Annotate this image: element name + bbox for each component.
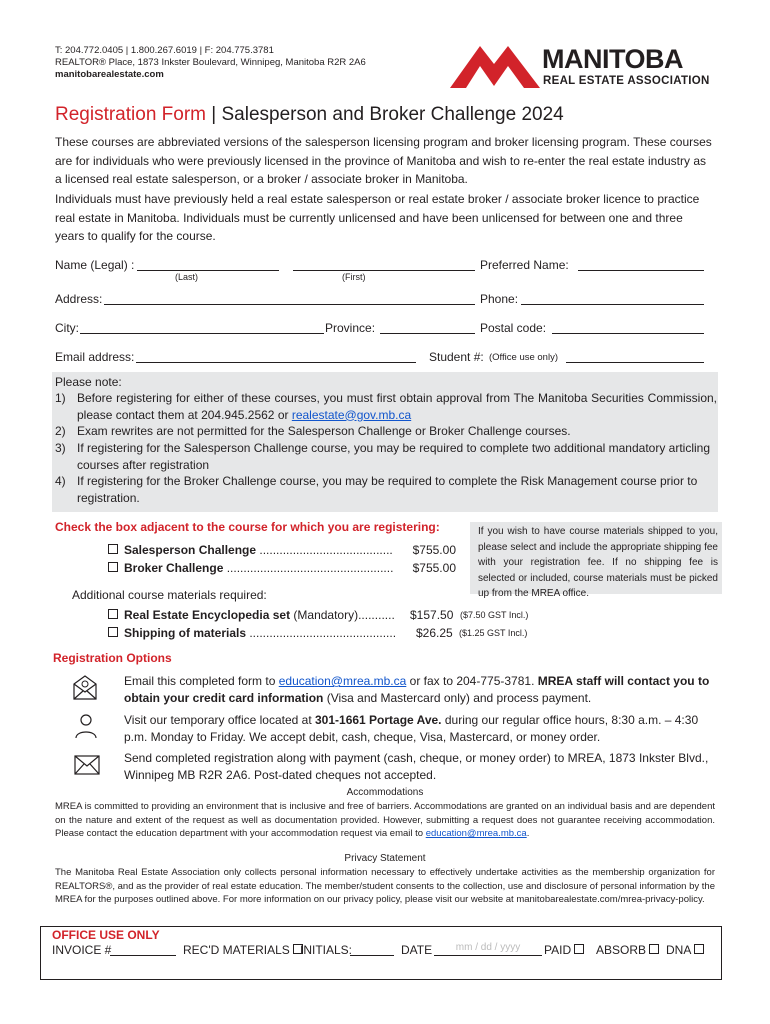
intro-paragraph-2: Individuals must have previously held a real estate salesperson or real estate broker / associate broker licence to practice real estate in Manitoba. Individuals must be currently unlicensed and have been unlicensed for between one and three years to qualify for the course.	[55, 192, 700, 243]
salesperson-price: $755.00	[412, 543, 456, 557]
shipping-price: $26.25	[416, 626, 453, 640]
securities-email-link[interactable]: realestate@gov.mb.ca	[291, 407, 412, 422]
website-link[interactable]: manitobarealestate.com	[55, 69, 164, 80]
dna-checkbox	[694, 944, 704, 954]
shipping-checkbox[interactable]	[108, 627, 118, 637]
phone-field[interactable]	[521, 304, 704, 305]
name-label: Name (Legal) :	[55, 258, 135, 272]
logo-sub: REAL ESTATE ASSOCIATION	[543, 75, 710, 87]
invoice-label: INVOICE #	[52, 943, 112, 957]
student-number-field	[566, 362, 704, 363]
courses-heading: Check the box adjacent to the course for which you are registering:	[55, 520, 440, 534]
note-heading: Please note:	[55, 375, 122, 389]
note-item-2: 2) Exam rewrites are not permitted for the Salesperson Challenge or Broker Challenge courses.	[55, 424, 571, 438]
mail-option-text: Send completed registration along with payment (cash, cheque, or money order) to MREA, 1873 Inkster Blvd., Winnipeg MB R2R 2A6. Post-dated cheques not accepted.	[124, 751, 709, 782]
logo-roof-icon	[450, 42, 540, 92]
absorb-checkbox	[649, 944, 659, 954]
note-item-3: 3) If registering for the Salesperson Challenge course, you may be required to complete two additional mandatory articling courses after registration	[55, 441, 711, 472]
phone-label: Phone:	[480, 292, 519, 306]
shipping-gst: ($1.25 GST Incl.)	[459, 628, 528, 638]
city-field[interactable]	[80, 333, 324, 334]
course-broker[interactable]: Broker Challenge .................................................. $755.00	[108, 561, 456, 575]
office-use-title: OFFICE USE ONLY	[52, 928, 160, 942]
student-number-hint: (Office use only)	[489, 352, 558, 363]
accommodations-text: MREA is committed to providing an environment that is inclusive and free of barriers. Accommodations are granted on an individual basis and are dependent on the nature and extent of the request as well as documentation provided. However, submitting a request does not guarantee receiving accommodation. Please contact the education department with your accommodation request via email to education@mrea.mb.ca.	[55, 801, 715, 839]
last-name-hint: (Last)	[175, 272, 199, 282]
page-title: Registration Form | Salesperson and Broker Challenge 2024	[55, 104, 564, 125]
province-field[interactable]	[380, 333, 475, 334]
salesperson-checkbox[interactable]	[108, 544, 118, 554]
date-label: DATE	[401, 943, 433, 957]
student-number-label: Student #:	[429, 350, 484, 364]
privacy-text: The Manitoba Real Estate Association only collects personal information necessary to effectively undertake activities as the membership organization for REALTORS®, and as the provider of real estate education. The member/student consents to the collection, use and disclosure of personal information by the MREA for the purposes outlined above. For more information on our privacy policy, please visit our website at manitobarealestate.com/mrea-privacy-policy.	[55, 867, 715, 905]
address-label: Address:	[55, 292, 103, 306]
first-name-field[interactable]	[293, 270, 475, 271]
course-salesperson[interactable]: Salesperson Challenge ........................................ $755.00	[108, 543, 456, 557]
shipping-note: If you wish to have course materials shipped to you, please select and include the appropriate shipping fee with your registration fee. If no shipping fee is selected or included, course materials must be picked up from the MREA office.	[478, 526, 718, 599]
broker-price: $755.00	[412, 561, 456, 575]
education-email-link[interactable]: education@mrea.mb.ca	[278, 674, 407, 688]
note-item-4: 4) If registering for the Broker Challenge course, you may be required to complete the Risk Management course prior to registration.	[55, 474, 698, 505]
accommodations-heading: Accommodations	[346, 787, 424, 798]
accommodations-email-link[interactable]: education@mrea.mb.ca	[425, 828, 527, 839]
city-label: City:	[55, 321, 79, 335]
paid-label: PAID	[544, 943, 590, 957]
note-item-1: 1) Before registering for either of these courses, you must first obtain approval from The Manitoba Securities Commission, please contact them at 204.945.2562 or realestate@gov.mb.ca	[55, 391, 717, 422]
envelope-icon	[74, 755, 100, 775]
invoice-field	[110, 955, 176, 956]
postal-code-label: Postal code:	[480, 321, 547, 335]
recd-materials-label: REC'D MATERIALS	[183, 943, 309, 957]
broker-checkbox[interactable]	[108, 562, 118, 572]
materials-label: Additional course materials required:	[72, 588, 267, 602]
address-line: REALTOR® Place, 1873 Inkster Boulevard, Winnipeg, Manitoba R2R 2A6	[55, 57, 366, 68]
mrea-logo	[450, 42, 720, 92]
intro-paragraph-1: These courses are abbreviated versions of the salesperson licensing program and broker licensing program. These courses are for individuals who were previously licensed in the province of Manitoba and wish to re-enter the real estate industry as a licensed real estate salesperson, or a broker / associate broker in Manitoba.	[55, 135, 712, 186]
paid-checkbox	[574, 944, 584, 954]
encyclopedia-gst: ($7.50 GST Incl.)	[460, 610, 529, 620]
material-encyclopedia[interactable]: Real Estate Encyclopedia set (Mandatory)...........	[108, 608, 395, 622]
email-field[interactable]	[136, 362, 416, 363]
initials-field	[350, 955, 394, 956]
address-field[interactable]	[104, 304, 475, 305]
contact-line: T: 204.772.0405 | 1.800.267.6019 | F: 204.775.3781	[55, 45, 274, 56]
absorb-label: ABSORB	[596, 943, 665, 957]
email-option-text: Email this completed form to education@mrea.mb.ca or fax to 204-775-3781. MREA staff will contact you to obtain your credit card information (Visa and Mastercard only) and process payment.	[124, 674, 710, 705]
visit-option-text: Visit our temporary office located at 301-1661 Portage Ave. during our regular office hours, 8:30 a.m. – 4:30 p.m. Monday to Friday. We accept debit, cash, cheque, Visa, Mastercard, or money order.	[124, 713, 699, 744]
logo-name: MANITOBA	[542, 44, 683, 74]
preferred-name-field[interactable]	[578, 270, 704, 271]
email-label: Email address:	[55, 350, 135, 364]
last-name-field[interactable]	[137, 270, 279, 271]
dna-label: DNA	[666, 943, 710, 957]
preferred-name-label: Preferred Name:	[480, 258, 569, 272]
privacy-heading: Privacy Statement	[344, 853, 426, 864]
encyclopedia-price: $157.50	[410, 608, 454, 622]
date-field: mm / dd / yyyy	[434, 942, 542, 956]
email-option-icon	[72, 673, 98, 701]
options-heading: Registration Options	[53, 651, 172, 665]
material-shipping[interactable]: Shipping of materials ............................................	[108, 626, 396, 640]
province-label: Province:	[325, 321, 376, 335]
person-icon	[75, 713, 97, 739]
initials-label: INITIALS:	[300, 943, 353, 957]
first-name-hint: (First)	[342, 272, 366, 282]
postal-code-field[interactable]	[552, 333, 704, 334]
encyclopedia-checkbox[interactable]	[108, 609, 118, 619]
